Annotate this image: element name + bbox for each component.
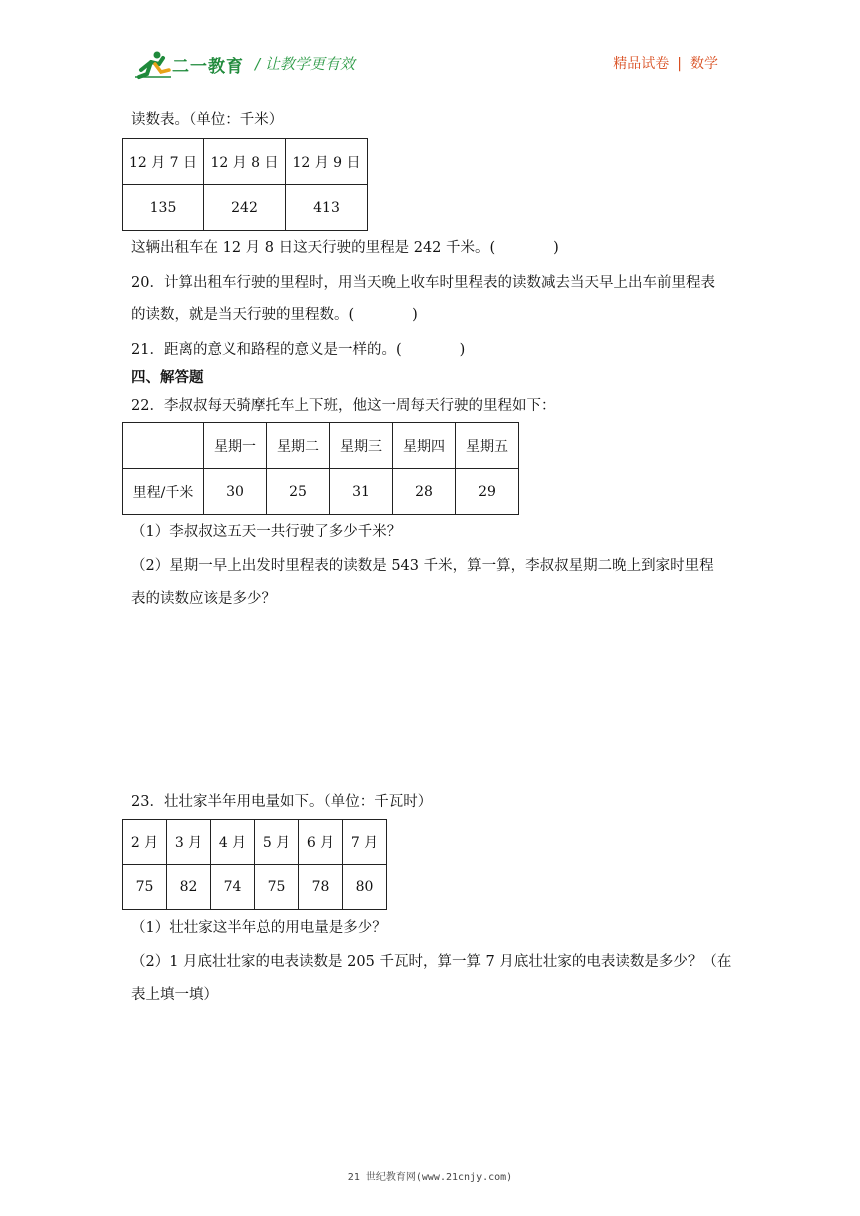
q22-table — [122, 422, 519, 515]
q22-value-cell: 25 — [267, 469, 330, 515]
q19-value-cell: 135 — [123, 185, 204, 231]
q22-sub2-line1: （2）星期一早上出发时里程表的读数是 543 千米，算一算，李叔叔星期二晚上到家时里程 — [131, 558, 714, 574]
q21-text: 21．距离的意义和路程的意义是一样的。( ) — [131, 342, 466, 358]
q23-intro: 23．壮壮家半年用电量如下。（单位：千瓦时） — [131, 794, 433, 810]
q23-header-cell: 4 月 — [211, 820, 255, 865]
q23-value-cell: 80 — [343, 865, 387, 910]
q23-sub2-line2: 表上填一填） — [131, 987, 218, 1003]
header-right — [613, 53, 718, 73]
q23-header-cell: 2 月 — [123, 820, 167, 865]
q22-sub2-line2: 表的读数应该是多少？ — [131, 591, 276, 607]
logo-text: 二一教育 — [172, 57, 244, 77]
q22-value-cell: 30 — [204, 469, 267, 515]
q22-value-cell: 28 — [393, 469, 456, 515]
q22-header-cell — [123, 423, 204, 469]
q22-header-cell: 星期三 — [330, 423, 393, 469]
q22-sub1: （1）李叔叔这五天一共行驶了多少千米？ — [131, 524, 402, 540]
q23-sub2-line1: （2）1 月底壮壮家的电表读数是 205 千瓦时，算一算 7 月底壮壮家的电表读数是多少？（在 — [131, 954, 732, 970]
header-label-subject: 数学 — [690, 56, 718, 72]
q22-header-cell: 星期五 — [456, 423, 519, 469]
q23-header-cell: 5 月 — [255, 820, 299, 865]
q23-header-cell: 7 月 — [343, 820, 387, 865]
q19-header-cell: 12 月 8 日 — [204, 139, 286, 185]
runner-logo-icon — [133, 50, 173, 80]
q22-intro: 22．李叔叔每天骑摩托车上下班，他这一周每天行驶的里程如下： — [131, 398, 556, 414]
q23-value-cell: 75 — [123, 865, 167, 910]
section-title: 四、解答题 — [131, 369, 204, 386]
header-label-exam: 精品试卷 — [613, 56, 670, 72]
q23-sub1: （1）壮壮家这半年总的用电量是多少？ — [131, 920, 387, 936]
q19-header-cell: 12 月 9 日 — [286, 139, 368, 185]
q23-table — [122, 819, 387, 910]
q22-value-cell: 29 — [456, 469, 519, 515]
q22-header-cell: 星期四 — [393, 423, 456, 469]
q19-statement: 这辆出租车在 12 月 8 日这天行驶的里程是 242 千米。( ) — [131, 240, 559, 256]
header-separator: | — [677, 56, 682, 72]
q19-table — [122, 138, 368, 231]
q22-header-cell: 星期二 — [267, 423, 330, 469]
page-footer: 21 世纪教育网(www.21cnjy.com) — [347, 1172, 513, 1183]
q19-value-cell: 413 — [286, 185, 368, 231]
q19-header-cell: 12 月 7 日 — [123, 139, 204, 185]
q22-value-cell: 31 — [330, 469, 393, 515]
q20-line1: 20．计算出租车行驶的里程时，用当天晚上收车时里程表的读数减去当天早上出车前里程表 — [131, 275, 715, 291]
slogan: / 让教学更有效 — [255, 55, 355, 73]
q22-header-cell: 星期一 — [204, 423, 267, 469]
q23-value-cell: 74 — [211, 865, 255, 910]
q23-header-cell: 6 月 — [299, 820, 343, 865]
q22-row-label: 里程/千米 — [123, 469, 204, 515]
q19-value-cell: 242 — [204, 185, 286, 231]
q23-value-cell: 78 — [299, 865, 343, 910]
q19-intro: 读数表。（单位：千米） — [131, 112, 284, 128]
q23-value-cell: 75 — [255, 865, 299, 910]
q23-value-cell: 82 — [167, 865, 211, 910]
q23-header-cell: 3 月 — [167, 820, 211, 865]
q20-line2: 的读数，就是当天行驶的里程数。( ) — [131, 307, 418, 323]
